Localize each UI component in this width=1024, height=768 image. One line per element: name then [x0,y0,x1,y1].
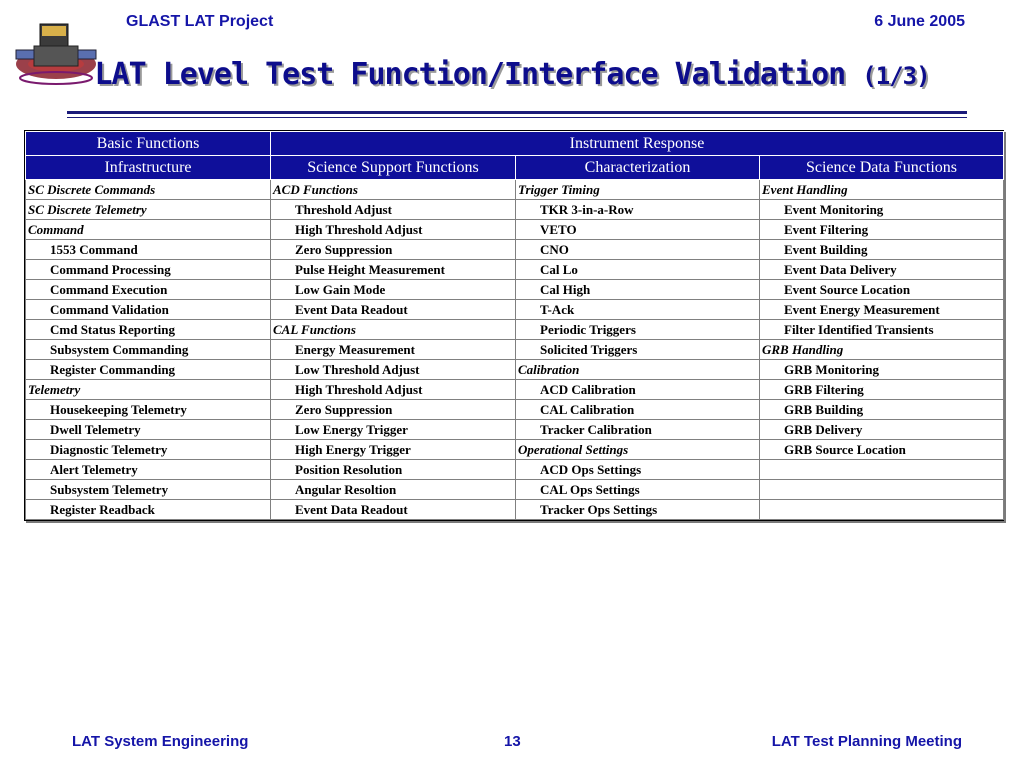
category-cell: Operational Settings [516,440,760,460]
function-cell: Housekeeping Telemetry [26,400,271,420]
table-body [26,180,1004,520]
function-cell: Event Monitoring [760,200,1004,220]
function-cell: Tracker Calibration [516,420,760,440]
function-cell: VETO [516,220,760,240]
function-cell: Pulse Height Measurement [271,260,516,280]
function-cell: GRB Source Location [760,440,1004,460]
table-row [26,240,1004,260]
table-row [26,400,1004,420]
validation-table-frame [24,130,1004,521]
function-cell: TKR 3-in-a-Row [516,200,760,220]
category-cell: GRB Handling [760,340,1004,360]
function-cell: Subsystem Commanding [26,340,271,360]
title-rule [67,111,967,114]
group-header-row [26,132,1004,156]
function-cell: ACD Calibration [516,380,760,400]
function-cell: Low Gain Mode [271,280,516,300]
function-cell: High Energy Trigger [271,440,516,460]
table-row [26,380,1004,400]
function-cell: 1553 Command [26,240,271,260]
header-project: GLAST LAT Project [126,13,274,30]
function-cell: Command Execution [26,280,271,300]
function-cell [760,480,1004,500]
table-row [26,440,1004,460]
function-cell: Event Energy Measurement [760,300,1004,320]
function-cell: Diagnostic Telemetry [26,440,271,460]
function-cell: CNO [516,240,760,260]
function-cell: Alert Telemetry [26,460,271,480]
function-cell: Register Readback [26,500,271,520]
function-cell: Zero Suppression [271,240,516,260]
function-cell: Event Data Readout [271,300,516,320]
page-title [0,57,1024,92]
function-cell: ACD Ops Settings [516,460,760,480]
page-number: 13 [504,733,521,750]
function-cell: CAL Calibration [516,400,760,420]
function-cell: Event Data Delivery [760,260,1004,280]
function-cell: Zero Suppression [271,400,516,420]
table-row [26,280,1004,300]
category-cell: CAL Functions [271,320,516,340]
group-header-basic: Basic Functions [26,132,271,156]
table-row [26,460,1004,480]
group-header-instrument: Instrument Response [271,132,1004,156]
function-cell: High Threshold Adjust [271,380,516,400]
function-cell: Low Threshold Adjust [271,360,516,380]
category-cell: Calibration [516,360,760,380]
table-row [26,220,1004,240]
function-cell: Low Energy Trigger [271,420,516,440]
function-cell: T-Ack [516,300,760,320]
function-cell: Cal High [516,280,760,300]
function-cell: Cal Lo [516,260,760,280]
category-cell: ACD Functions [271,180,516,200]
function-cell: Register Commanding [26,360,271,380]
function-cell: CAL Ops Settings [516,480,760,500]
function-cell: GRB Building [760,400,1004,420]
table-row [26,180,1004,200]
category-cell: SC Discrete Telemetry [26,200,271,220]
function-cell: GRB Delivery [760,420,1004,440]
function-cell: Solicited Triggers [516,340,760,360]
table-row [26,260,1004,280]
function-cell: Threshold Adjust [271,200,516,220]
function-cell: Tracker Ops Settings [516,500,760,520]
column-header-row [26,156,1004,180]
category-cell: Command [26,220,271,240]
table-row [26,360,1004,380]
table-row [26,320,1004,340]
category-cell: Trigger Timing [516,180,760,200]
function-cell: Cmd Status Reporting [26,320,271,340]
function-cell: Event Filtering [760,220,1004,240]
function-cell: Periodic Triggers [516,320,760,340]
function-cell: Event Data Readout [271,500,516,520]
function-cell: Command Processing [26,260,271,280]
header-date: 6 June 2005 [874,13,965,30]
function-cell: Dwell Telemetry [26,420,271,440]
column-header: Science Support Functions [271,156,516,180]
table-row [26,300,1004,320]
footer-left: LAT System Engineering [72,733,249,750]
function-cell: Event Source Location [760,280,1004,300]
column-header: Science Data Functions [760,156,1004,180]
function-cell [760,460,1004,480]
function-cell [760,500,1004,520]
function-cell: Position Resolution [271,460,516,480]
function-cell: Event Building [760,240,1004,260]
column-header: Infrastructure [26,156,271,180]
validation-table [25,131,1004,520]
function-cell: GRB Filtering [760,380,1004,400]
function-cell: Subsystem Telemetry [26,480,271,500]
function-cell: Energy Measurement [271,340,516,360]
table-row [26,340,1004,360]
function-cell: High Threshold Adjust [271,220,516,240]
category-cell: SC Discrete Commands [26,180,271,200]
function-cell: GRB Monitoring [760,360,1004,380]
title-main: LAT Level Test Function/Interface Validation [94,57,846,92]
table-row [26,200,1004,220]
category-cell: Telemetry [26,380,271,400]
title-part: (1/3) [862,62,930,90]
function-cell: Command Validation [26,300,271,320]
function-cell: Angular Resoltion [271,480,516,500]
table-row [26,420,1004,440]
column-header: Characterization [516,156,760,180]
category-cell: Event Handling [760,180,1004,200]
footer-right: LAT Test Planning Meeting [771,733,962,750]
function-cell: Filter Identified Transients [760,320,1004,340]
table-row [26,480,1004,500]
title-rule-thin [67,117,967,118]
table-row [26,500,1004,520]
